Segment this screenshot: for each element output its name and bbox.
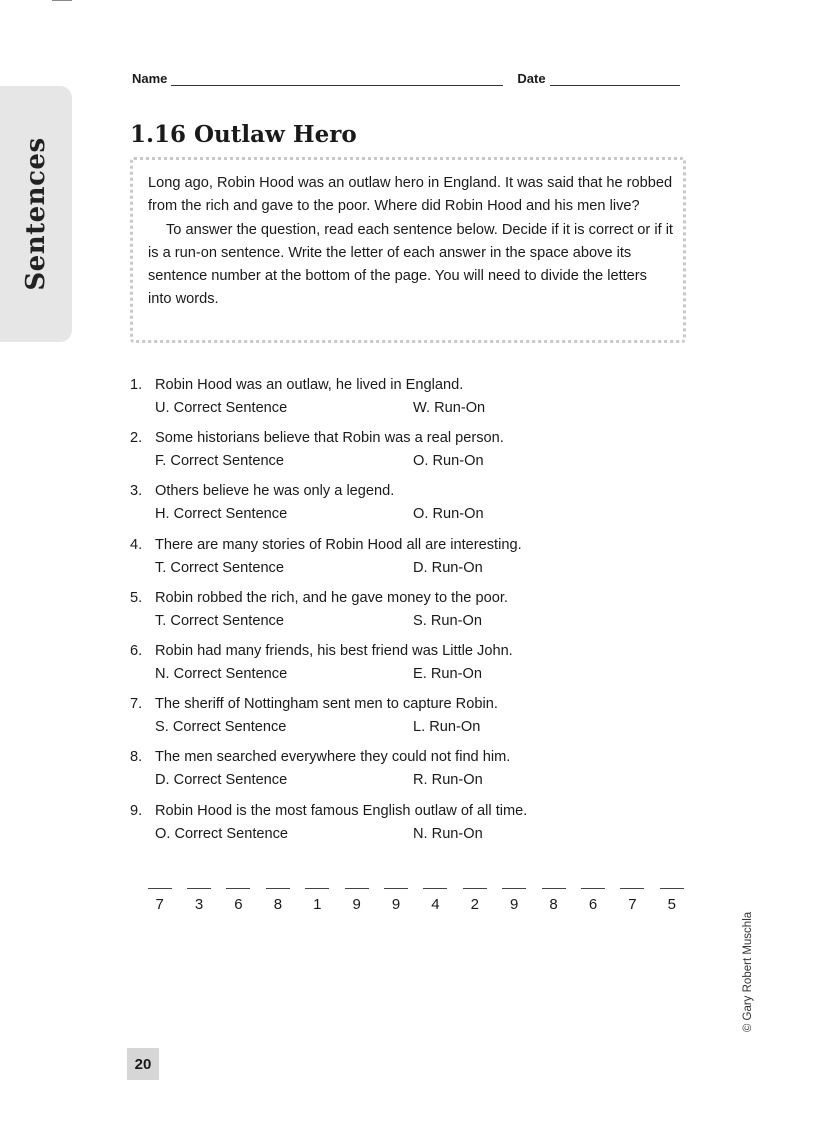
- question-options: [130, 610, 690, 633]
- answer-blank[interactable]: [187, 878, 211, 889]
- answer-number: 3: [194, 896, 204, 913]
- option-correct: T. Correct Sentence: [155, 559, 284, 576]
- answer-blank[interactable]: [620, 878, 644, 889]
- option-run-on: S. Run-On: [413, 612, 482, 629]
- question-text: The sheriff of Nottingham sent men to capture Robin.: [155, 696, 498, 713]
- answer-blank[interactable]: [226, 878, 250, 889]
- option-correct: N. Correct Sentence: [155, 665, 288, 682]
- answer-number: 6: [588, 896, 598, 913]
- date-label: Date: [517, 71, 546, 86]
- question-item: [130, 427, 690, 480]
- question-stem: [130, 480, 690, 503]
- question-number: 8.: [130, 749, 143, 766]
- copyright: © Gary Robert Muschla: [742, 911, 754, 1033]
- answer-slot: [652, 878, 691, 913]
- name-field[interactable]: [171, 71, 503, 86]
- answer-blank[interactable]: [502, 878, 526, 889]
- option-correct: D. Correct Sentence: [155, 772, 288, 789]
- question-options: [130, 450, 690, 473]
- question-item: [130, 640, 690, 693]
- answer-blank[interactable]: [384, 878, 408, 889]
- question-item: [130, 374, 690, 427]
- option-correct: U. Correct Sentence: [155, 400, 288, 416]
- question-text: Robin robbed the rich, and he gave money to the poor.: [155, 589, 508, 606]
- intro-text: [148, 172, 674, 312]
- option-correct: O. Correct Sentence: [155, 825, 289, 842]
- option-correct: S. Correct Sentence: [155, 719, 287, 736]
- question-item: [130, 800, 690, 853]
- question-stem: [130, 427, 690, 450]
- answer-blank[interactable]: [542, 878, 566, 889]
- option-correct: T. Correct Sentence: [155, 612, 284, 629]
- option-run-on: O. Run-On: [413, 453, 484, 470]
- question-text: Robin had many friends, his best friend was Little John.: [155, 642, 513, 659]
- answer-slot: [376, 878, 415, 913]
- answer-blank[interactable]: [581, 878, 605, 889]
- answer-number: 9: [510, 896, 519, 913]
- option-correct: H. Correct Sentence: [155, 506, 288, 523]
- option-run-on: E. Run-On: [413, 665, 482, 682]
- answer-number: 7: [155, 896, 164, 913]
- answer-number: 6: [234, 896, 243, 913]
- answer-blank[interactable]: [660, 878, 684, 889]
- question-options: [130, 397, 690, 420]
- question-text: Robin Hood was an outlaw, he lived in England.: [155, 377, 464, 393]
- question-options: [130, 716, 690, 739]
- section-tab-label: Sentences: [21, 137, 51, 291]
- question-stem: [130, 693, 690, 716]
- answer-slot: [455, 878, 494, 913]
- question-stem: [130, 746, 690, 769]
- option-run-on: R. Run-On: [413, 772, 483, 789]
- answer-slot: [219, 878, 258, 913]
- crop-mark: [52, 0, 72, 1]
- question-text: Others believe he was only a legend.: [155, 483, 395, 500]
- answer-number: 5: [667, 896, 676, 913]
- worksheet-title: 1.16 Outlaw Hero: [130, 121, 357, 148]
- option-run-on: W. Run-On: [413, 400, 486, 416]
- answer-number: 8: [273, 896, 283, 913]
- intro-paragraph-2: To answer the question, read each sentence below. Decide if it is correct or if it is a run-on sentence. Write the letter of each answer in the space above its sentence number at the bottom of the page. You will need to divide the letters into words.: [148, 221, 673, 308]
- question-stem: [130, 374, 690, 397]
- answer-slot: [258, 878, 297, 913]
- answer-number: 2: [470, 896, 479, 913]
- option-run-on: N. Run-On: [413, 825, 483, 842]
- answer-slot: [573, 878, 612, 913]
- option-run-on: O. Run-On: [413, 506, 484, 523]
- question-options: [130, 663, 690, 686]
- question-text: Some historians believe that Robin was a real person.: [155, 430, 504, 447]
- answer-number: 1: [313, 896, 322, 913]
- answer-number: 4: [431, 896, 440, 913]
- question-number: 9.: [130, 802, 143, 819]
- answer-slot: [534, 878, 573, 913]
- answer-number: 8: [549, 896, 558, 913]
- question-text: There are many stories of Robin Hood all are interesting.: [155, 536, 522, 553]
- answer-slot: [179, 878, 218, 913]
- answer-slot: [140, 878, 179, 913]
- page-number: 20: [127, 1048, 159, 1080]
- answer-blank[interactable]: [463, 878, 487, 889]
- date-field[interactable]: [550, 71, 680, 86]
- question-item: [130, 693, 690, 746]
- question-item: [130, 587, 690, 640]
- answer-blank[interactable]: [148, 878, 172, 889]
- question-text: Robin Hood is the most famous English outlaw of all time.: [155, 802, 528, 819]
- answer-blank[interactable]: [423, 878, 447, 889]
- question-number: 6.: [130, 642, 143, 659]
- question-number: 2.: [130, 430, 143, 447]
- name-label: Name: [132, 71, 168, 86]
- question-item: [130, 746, 690, 799]
- answer-row: [140, 878, 691, 913]
- option-correct: F. Correct Sentence: [155, 453, 284, 470]
- question-options: [130, 769, 690, 792]
- answer-blank[interactable]: [305, 878, 329, 889]
- answer-slot: [416, 878, 455, 913]
- question-item: [130, 534, 690, 587]
- answer-number: 9: [391, 896, 401, 913]
- question-number: 1.: [130, 377, 143, 393]
- option-run-on: D. Run-On: [413, 559, 483, 576]
- question-list: [130, 374, 690, 853]
- question-options: [130, 823, 690, 846]
- answer-number: 9: [352, 896, 361, 913]
- intro-paragraph-1: Long ago, Robin Hood was an outlaw hero in England. It was said that he robbed from the rich and gave to the poor. Where did Robin Hood and his men live?: [148, 175, 673, 215]
- answer-slot: [337, 878, 376, 913]
- question-number: 7.: [130, 696, 143, 713]
- question-stem: [130, 800, 690, 823]
- question-item: [130, 480, 690, 533]
- option-run-on: L. Run-On: [413, 719, 481, 736]
- answer-blank[interactable]: [266, 878, 290, 889]
- question-text: The men searched everywhere they could not find him.: [155, 749, 511, 766]
- answer-slot: [613, 878, 652, 913]
- question-stem: [130, 534, 690, 557]
- question-stem: [130, 587, 690, 610]
- question-stem: [130, 640, 690, 663]
- question-options: [130, 557, 690, 580]
- answer-number: 7: [628, 896, 637, 913]
- question-options: [130, 503, 690, 526]
- name-date-line: [132, 71, 680, 86]
- answer-slot: [298, 878, 337, 913]
- question-number: 5.: [130, 589, 143, 606]
- answer-slot: [495, 878, 534, 913]
- question-number: 4.: [130, 536, 143, 553]
- answer-blank[interactable]: [345, 878, 369, 889]
- question-number: 3.: [130, 483, 143, 500]
